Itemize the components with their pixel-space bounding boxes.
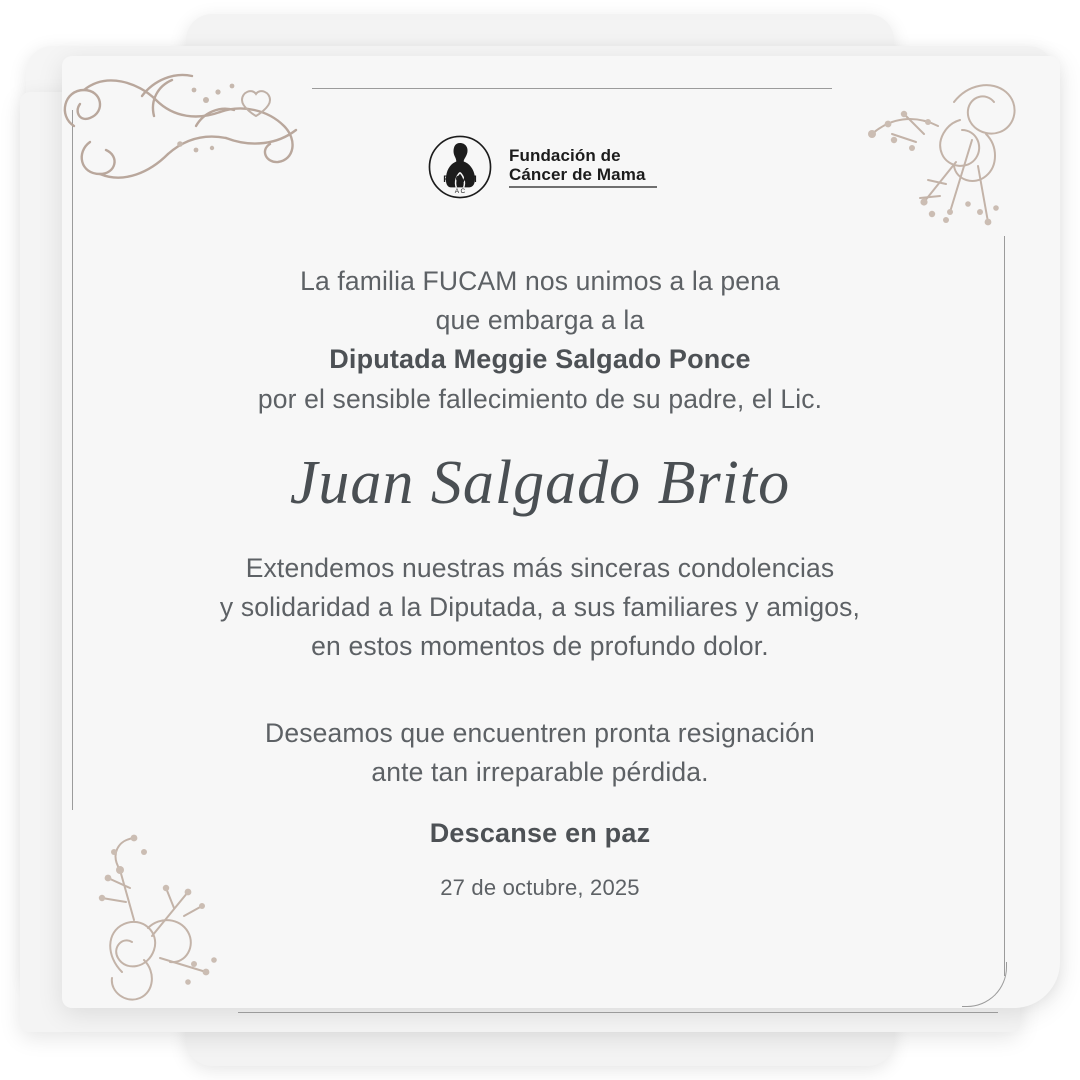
message-line-4: por el sensible fallecimiento de su padre, el Lic. xyxy=(257,383,823,414)
message-line-6: y solidaridad a la Diputada, a sus familiares y amigos, xyxy=(219,591,861,622)
spacer xyxy=(90,666,990,714)
message-deputy-name: Diputada Meggie Salgado Ponce xyxy=(329,343,751,374)
message-line-5: Extendemos nuestras más sinceras condolencias xyxy=(245,552,835,583)
svg-text:A C: A C xyxy=(454,187,466,195)
message-body xyxy=(90,262,990,901)
logo-line-1: Fundación de xyxy=(509,145,621,165)
fucam-woman-ribbon-logo xyxy=(423,130,497,204)
logo-text-block xyxy=(509,146,657,188)
message-line-9: ante tan irreparable pérdida. xyxy=(371,756,709,787)
svg-text:FUCAM: FUCAM xyxy=(443,173,477,184)
message-line-1: La familia FUCAM nos unimos a la pena xyxy=(300,266,780,296)
spacer-3 xyxy=(90,849,990,875)
logo-underline xyxy=(509,186,657,188)
spacer-2 xyxy=(90,792,990,818)
message-line-2: que embarga a la xyxy=(435,304,645,335)
message-line-7: en estos momentos de profundo dolor. xyxy=(311,630,769,661)
message-line-8: Deseamos que encuentren pronta resignación xyxy=(265,717,815,748)
fucam-logo xyxy=(0,130,1080,204)
closing-phrase: Descanse en paz xyxy=(429,817,651,848)
deceased-name: Juan Salgado Brito xyxy=(289,448,791,517)
card-date: 27 de octubre, 2025 xyxy=(440,874,640,900)
logo-line-2: Cáncer de Mama xyxy=(509,165,646,184)
